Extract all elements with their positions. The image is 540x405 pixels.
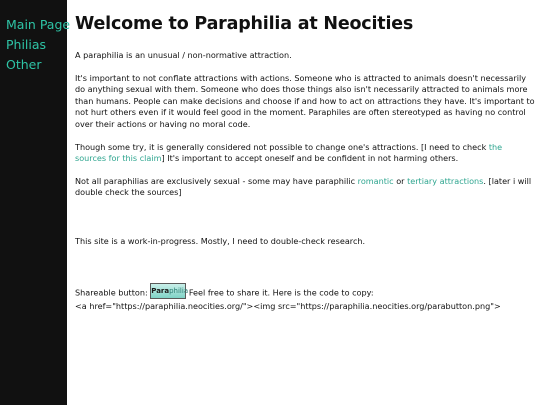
page-title: Welcome to Paraphilia at Neocities bbox=[75, 14, 414, 34]
nonsexual-text-mid: or bbox=[393, 175, 408, 186]
sources-link[interactable]: the sources for this claim bbox=[75, 141, 503, 164]
sidebar-item-main-page[interactable]: Main Page bbox=[6, 17, 71, 32]
parabutton-image[interactable] bbox=[150, 283, 189, 299]
main-content bbox=[75, 12, 535, 323]
tertiary-attractions-link[interactable]: tertiary attractions bbox=[407, 175, 484, 186]
romantic-link[interactable]: romantic bbox=[357, 175, 394, 186]
sidebar-nav bbox=[0, 0, 71, 405]
sidebar-item-philias[interactable]: Philias bbox=[6, 37, 47, 52]
wip-notice: This site is a work-in-progress. Mostly, I need to double-check research. bbox=[75, 235, 366, 246]
share-instructions: Feel free to share it. Here is the code to copy: bbox=[188, 287, 374, 298]
nonsexual-text-before: Not all paraphilias are exclusively sexual - some may have paraphilic bbox=[75, 175, 358, 186]
spacer bbox=[75, 259, 535, 285]
change-paragraph bbox=[75, 142, 535, 165]
parabutton-text-bold: Para bbox=[151, 286, 170, 295]
nonsexual-paragraph bbox=[75, 176, 535, 199]
share-code[interactable]: <a href="https://paraphilia.neocities.org/"><img src="https://paraphilia.neocities.org/parabutton.png"> bbox=[75, 300, 501, 311]
intro-paragraph: A paraphilia is an unusual / non-normative attraction. bbox=[75, 50, 292, 60]
parabutton-text-rest: philia bbox=[169, 286, 189, 295]
change-text-after: ] It's important to accept oneself and be confident in not harming others. bbox=[161, 153, 459, 164]
share-label: Shareable button: bbox=[75, 287, 148, 298]
spacer bbox=[75, 210, 535, 236]
sidebar-item-other[interactable]: Other bbox=[6, 57, 42, 72]
change-text-before: Though some try, it is generally considered not possible to change one's attractions. [I need to check bbox=[75, 141, 489, 152]
actions-paragraph: It's important to not conflate attractions with actions. Someone who is attracted to animals doesn't necessarily do anything sexual with them. Someone who does those things also isn't necessarily attracted to animals more than humans. People can make decisions and choose if and how to act on attractions they have. It's important to not hurt others even if it would feel good in the moment. Paraphiles are often stereotyped as having no control over their actions or having no moral code. bbox=[75, 72, 535, 129]
nonsexual-text-after: . [later i will double check the sources] bbox=[75, 175, 532, 198]
share-paragraph bbox=[75, 285, 535, 313]
